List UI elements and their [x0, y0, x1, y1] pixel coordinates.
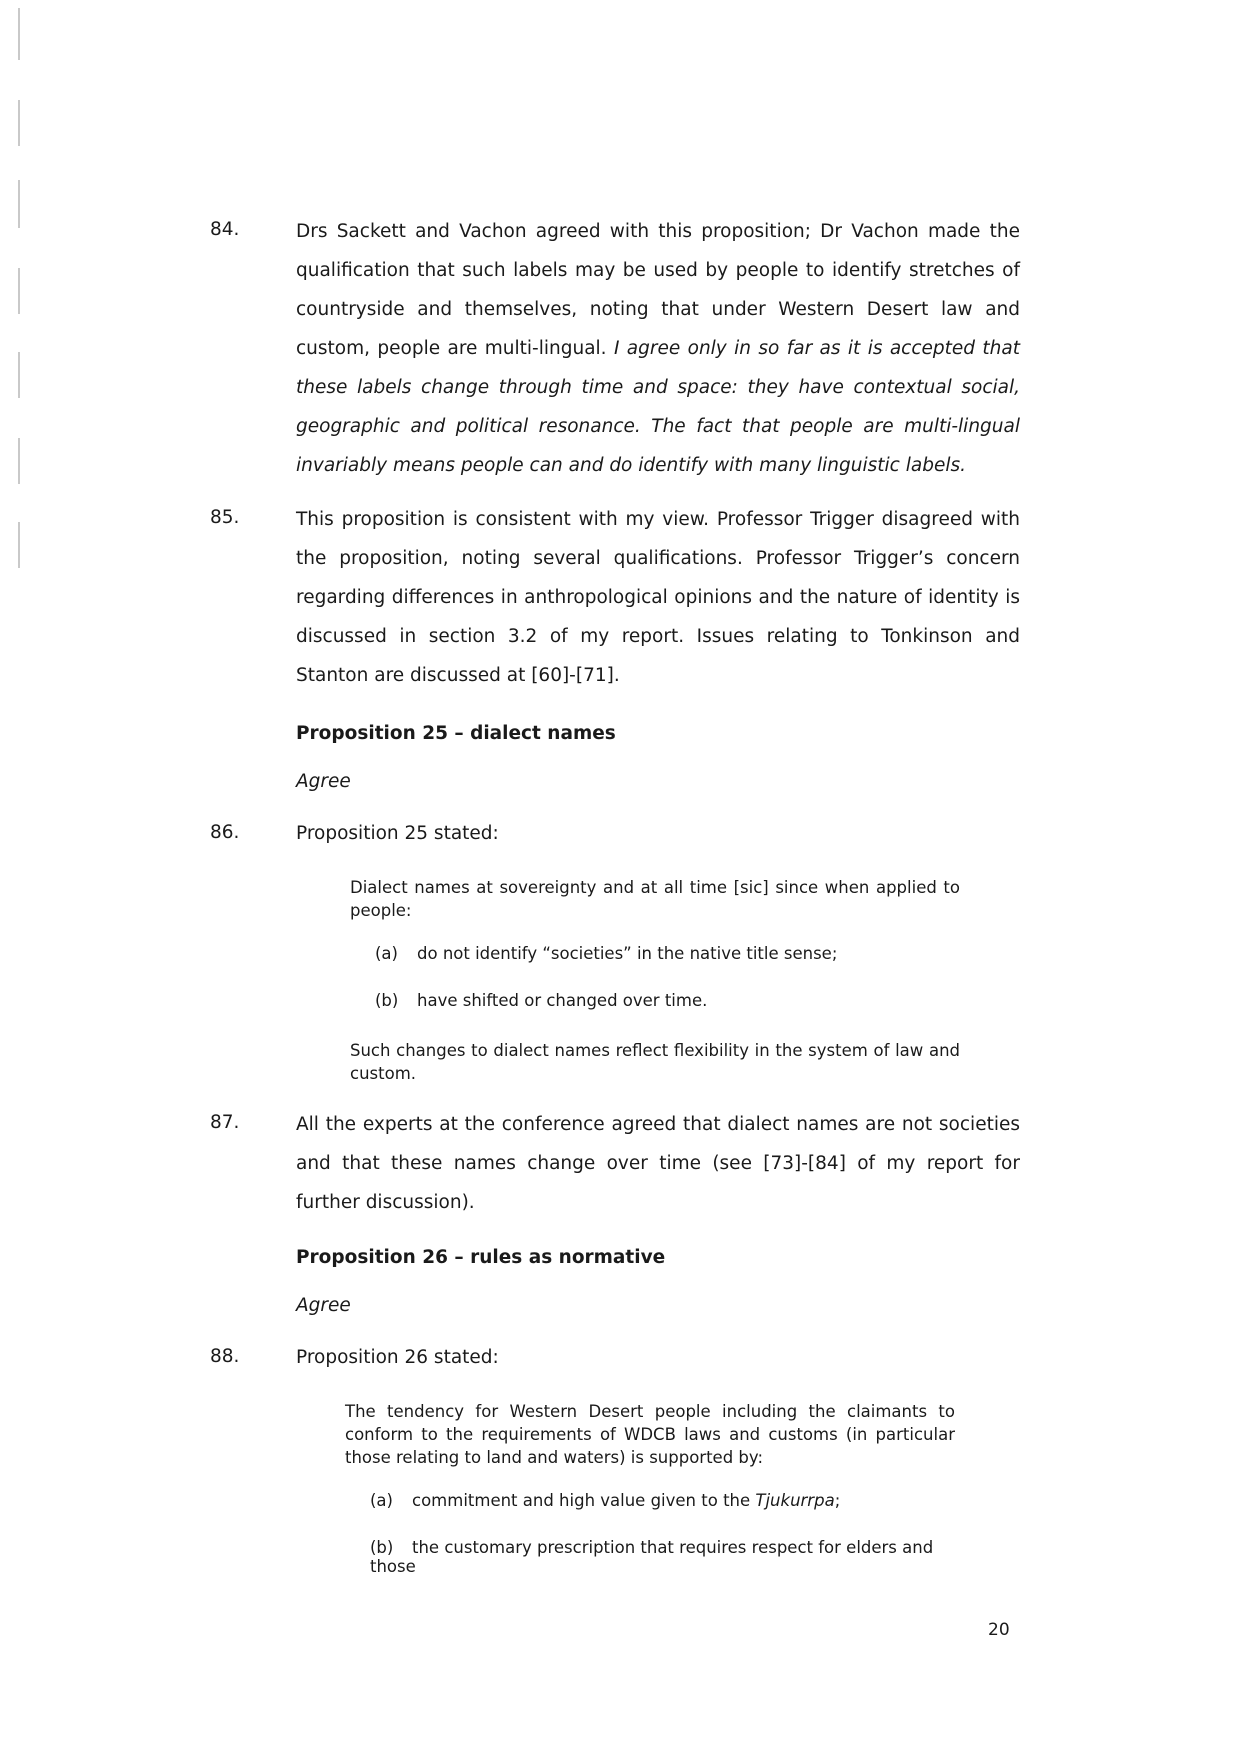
block-quote: The tendency for Western Desert people including the claimants to conform to the requirements of WDCB laws and customs (in particular those relating to land and waters) is supported by: — [345, 1402, 955, 1467]
quote-list-item — [370, 1491, 970, 1510]
item-text: have shifted or changed over time. — [417, 991, 708, 1010]
binding-mark — [18, 100, 20, 146]
item-text: the customary prescription that requires respect for elders and those — [370, 1538, 934, 1576]
page-number: 20 — [988, 1620, 1010, 1640]
item-text-after: ; — [834, 1491, 841, 1510]
paragraph-number: 84. — [210, 219, 240, 240]
binding-mark — [18, 438, 20, 484]
item-text-plain: commitment and high value given to the — [412, 1491, 756, 1510]
item-label: (a) — [370, 1491, 393, 1510]
paragraph-text: This proposition is consistent with my view. Professor Trigger disagreed with the proposition, noting several qualifications. Professor Trigger’s concern regarding differences in anthropological opinions and the nature of identity is discussed in section 3.2 of my report. Issues relating to Tonkinson and Stanton are discussed at [60]-[71]. — [296, 509, 1020, 686]
paragraph-85 — [210, 500, 1020, 695]
binding-mark — [18, 352, 20, 398]
paragraph-text-italic: I agree only in so far as it is accepted that these labels change through time and space: they have contextual social, geographic and political resonance. The fact that people are multi-lingual invariably means people can and do identify with many linguistic labels. — [296, 338, 1020, 476]
paragraph-number: 88. — [210, 1346, 240, 1367]
agree-label: Agree — [296, 771, 351, 792]
agree-label: Agree — [296, 1295, 351, 1316]
section-heading: Proposition 25 – dialect names — [296, 723, 616, 744]
quote-list-item — [375, 991, 975, 1010]
item-text-italic: Tjukurrpa — [755, 1491, 835, 1510]
item-label: (a) — [375, 944, 398, 963]
binding-mark — [18, 268, 20, 314]
section-heading: Proposition 26 – rules as normative — [296, 1247, 666, 1268]
paragraph-84 — [210, 212, 1020, 485]
paragraph-text — [296, 212, 1020, 485]
binding-mark — [18, 522, 20, 568]
paragraph-number: 86. — [210, 822, 240, 843]
paragraph-88 — [210, 1338, 1020, 1377]
paragraph-87 — [210, 1105, 1020, 1222]
binding-mark — [18, 8, 20, 60]
paragraph-text: Proposition 26 stated: — [296, 1347, 499, 1368]
paragraph-number: 87. — [210, 1112, 240, 1133]
binding-mark — [18, 180, 20, 228]
paragraph-number: 85. — [210, 507, 240, 528]
paragraph-text: All the experts at the conference agreed that dialect names are not societies and that these names change over time (see [73]-[84] of my report for further discussion). — [296, 1114, 1020, 1213]
block-quote: Such changes to dialect names reflect flexibility in the system of law and custom. — [350, 1041, 960, 1083]
quote-list-item — [375, 944, 975, 963]
item-label: (b) — [375, 991, 399, 1010]
item-label: (b) — [370, 1538, 394, 1557]
quote-list-item — [370, 1538, 970, 1576]
block-quote: Dialect names at sovereignty and at all time [sic] since when applied to people: — [350, 878, 960, 920]
paragraph-text-plain: Drs Sackett and Vachon agreed with this proposition; Dr Vachon made the qualification that such labels may be used by people to identify stretches of countryside and themselves, noting that under Western Desert law and custom, people are multi-lingual. — [296, 221, 1020, 359]
paragraph-86 — [210, 814, 1020, 853]
item-text: do not identify “societies” in the native title sense; — [417, 944, 838, 963]
paragraph-text: Proposition 25 stated: — [296, 823, 499, 844]
